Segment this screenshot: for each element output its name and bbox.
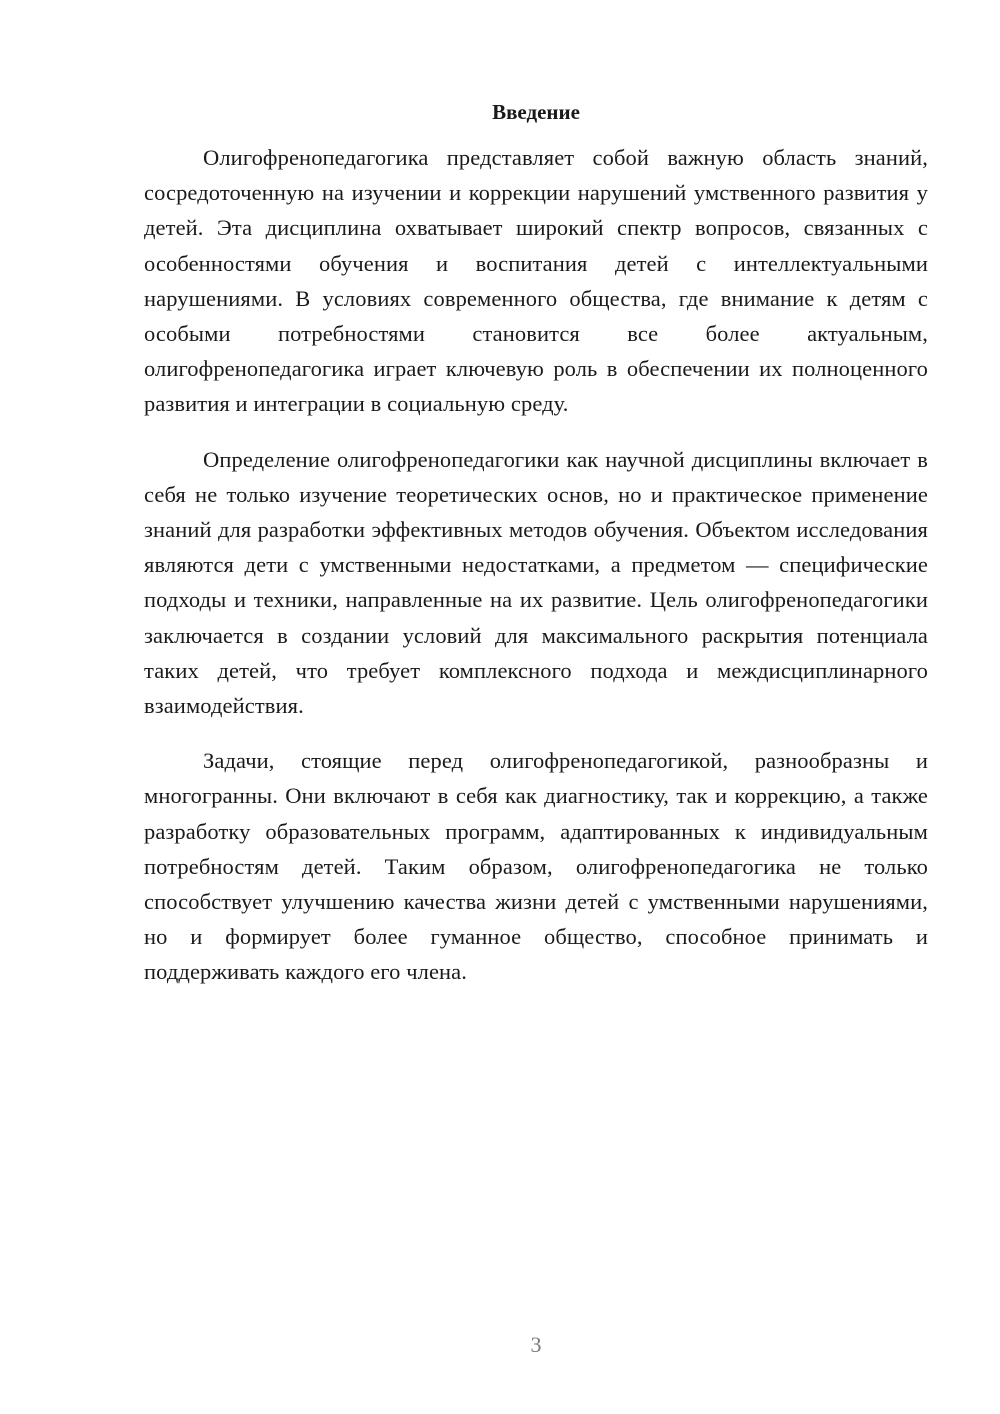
paragraph-1: Олигофренопедагогика представляет собой важную область знаний, сосредоточенную на изучении и коррекции нарушений умственного развития у детей. Эта дисциплина охватывает широкий спектр вопросов, связанных с особенностями обучения и воспитания детей с интеллектуальными нарушениями. В условиях современного общества, где внимание к детям с особыми потребностями становится все более актуальным, олигофренопедагогика играет ключевую роль в обеспечении их полноценного развития и интеграции в социальную среду. — [144, 145, 928, 417]
paragraph-3: Задачи, стоящие перед олигофренопедагогикой, разнообразны и многогранны. Они включают в себя как диагностику, так и коррекцию, а также разработку образовательных программ, адаптированных к индивидуальным потребностям детей. Таким образом, олигофренопедагогика не только способствует улучшению качества жизни детей с умственными нарушениями, но и формирует более гуманное общество, способное принимать и поддерживать каждого его члена. — [144, 748, 928, 985]
page-content — [144, 96, 928, 1010]
paragraph-2: Определение олигофренопедагогики как научной дисциплины включает в себя не только изучение теоретических основ, но и практическое применение знаний для разработки эффективных методов обучения. Объектом исследования являются дети с умственными недостатками, а предметом — специфические подходы и техники, направленные на их развитие. Цель олигофренопедагогики заключается в создании условий для максимального раскрытия потенциала таких детей, что требует комплексного подхода и междисциплинарного взаимодействия. — [144, 446, 928, 719]
page-number: 3 — [530, 1332, 542, 1357]
section-title: Введение — [492, 100, 580, 124]
